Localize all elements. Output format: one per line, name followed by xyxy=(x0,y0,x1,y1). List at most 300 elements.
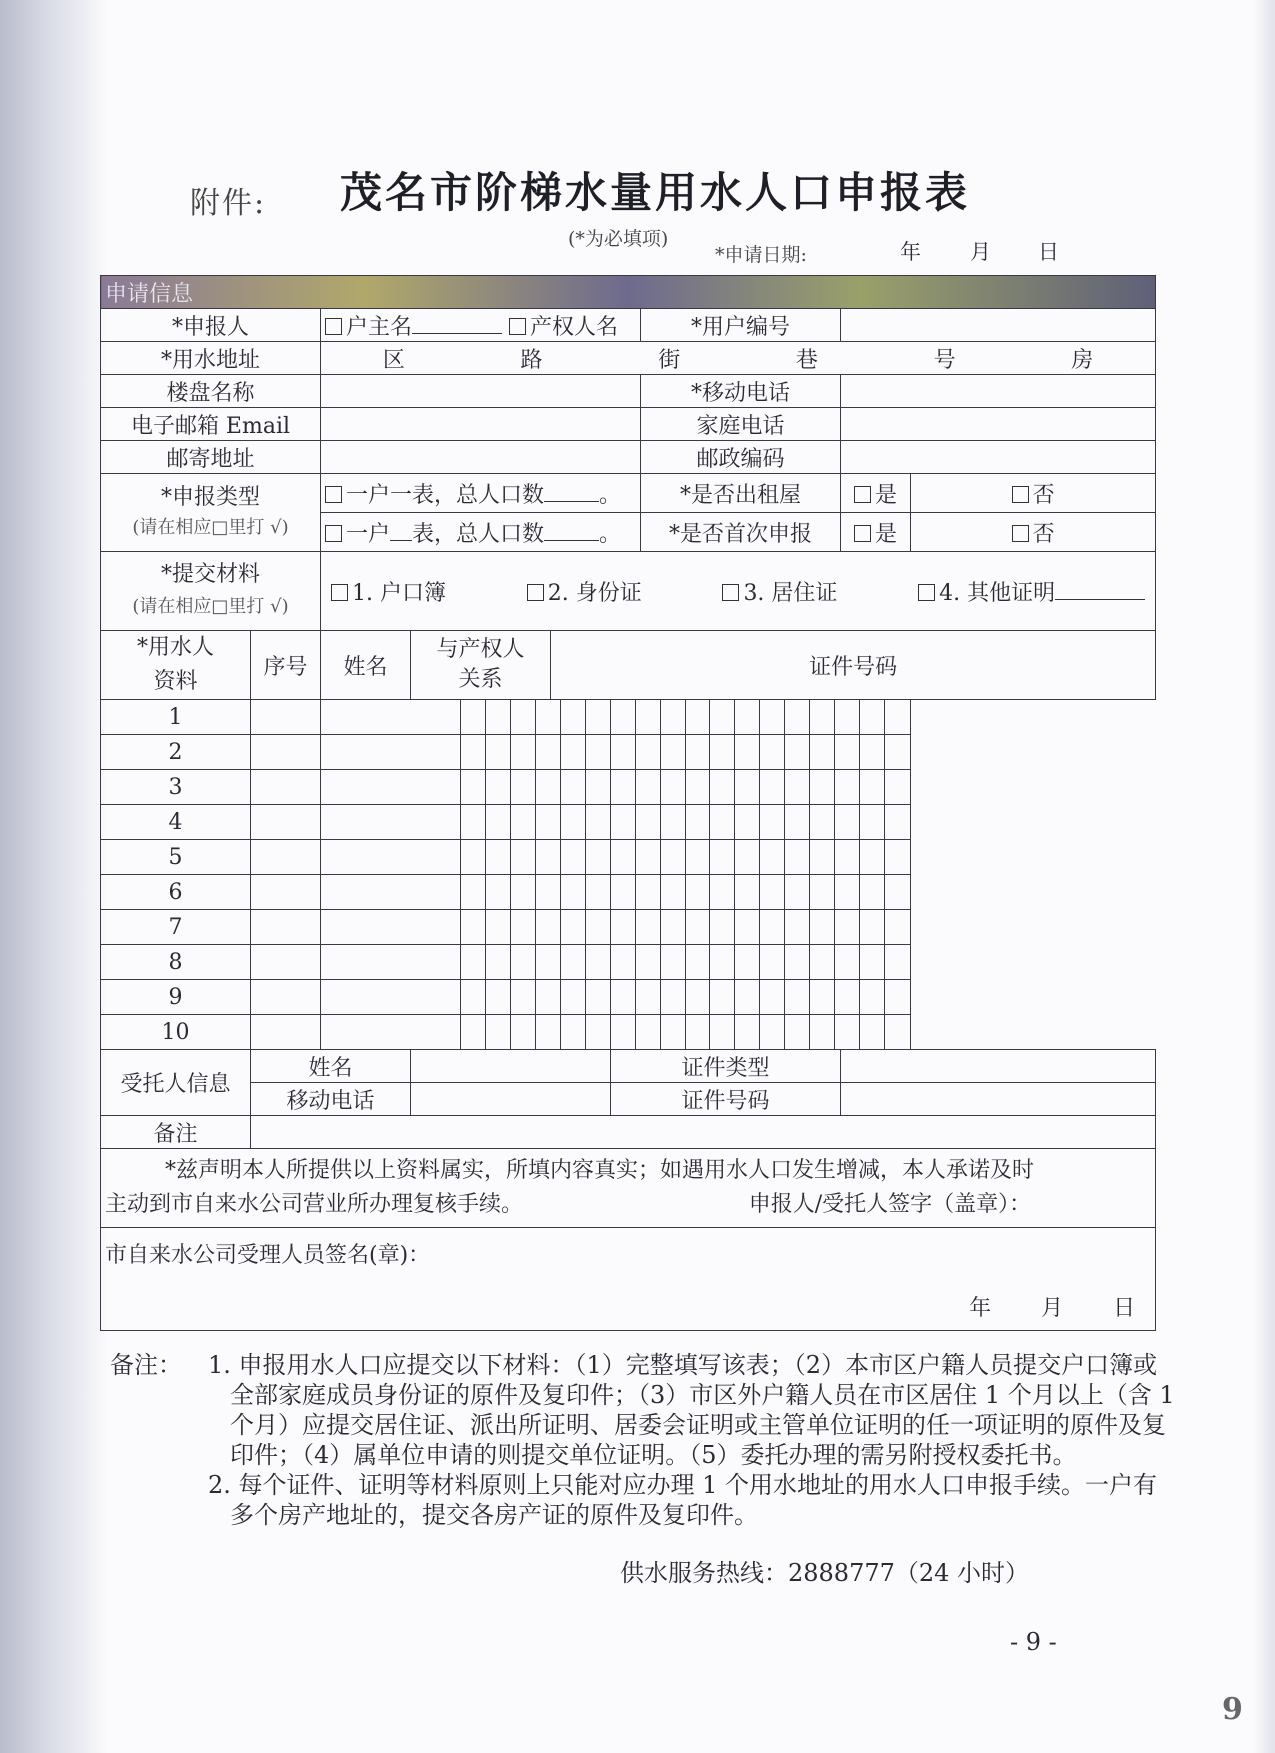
meter-count-line[interactable] xyxy=(390,522,412,541)
id-digit-box[interactable] xyxy=(611,945,636,979)
id-digit-box[interactable] xyxy=(785,1015,810,1049)
id-digit-box[interactable] xyxy=(686,735,711,769)
mobile-field[interactable] xyxy=(841,375,1156,408)
id-digit-box[interactable] xyxy=(611,1015,636,1049)
home-phone-label: 家庭电话 xyxy=(641,408,841,441)
one-meter-checkbox[interactable] xyxy=(325,486,342,503)
id-digit-box[interactable] xyxy=(461,770,486,804)
trustee-mobile-field[interactable] xyxy=(411,1083,611,1116)
id-digit-box[interactable] xyxy=(461,945,486,979)
building-label: 楼盘名称 xyxy=(101,375,321,408)
resident-id-field[interactable] xyxy=(461,805,911,840)
id-digit-box[interactable] xyxy=(536,1015,561,1049)
resident-id-field[interactable] xyxy=(461,770,911,805)
resident-relation-field[interactable] xyxy=(321,875,461,910)
resident-id-field[interactable] xyxy=(461,875,911,910)
rent-yes xyxy=(841,474,911,513)
resident-row xyxy=(101,770,1156,805)
residents-header-row xyxy=(101,631,1156,700)
id-digit-box[interactable] xyxy=(461,840,486,874)
id-digit-box[interactable] xyxy=(810,770,835,804)
id-digit-box[interactable] xyxy=(860,735,885,769)
id-digit-box[interactable] xyxy=(760,980,785,1014)
id-digit-box[interactable] xyxy=(661,980,686,1014)
mail-row xyxy=(101,441,1156,474)
id-digit-box[interactable] xyxy=(536,980,561,1014)
id-digit-box[interactable] xyxy=(561,945,586,979)
resident-name-field[interactable] xyxy=(251,840,321,875)
id-digit-box[interactable] xyxy=(760,770,785,804)
id-digit-box[interactable] xyxy=(561,910,586,944)
attachment-label: 附件: xyxy=(190,186,267,221)
id-digit-box[interactable] xyxy=(561,875,586,909)
resident-relation-field[interactable] xyxy=(321,980,461,1015)
id-digit-box[interactable] xyxy=(586,875,611,909)
id-digit-box[interactable] xyxy=(785,770,810,804)
user-no-field[interactable] xyxy=(841,309,1156,342)
id-digit-box[interactable] xyxy=(735,1015,760,1049)
id-digit-box[interactable] xyxy=(611,805,636,839)
id-digit-box[interactable] xyxy=(636,840,661,874)
materials-hint: (请在相应□里打 √) xyxy=(132,596,289,617)
apply-date-month: 月 xyxy=(970,240,991,264)
address-field[interactable] xyxy=(321,342,1156,375)
mail-address-field[interactable] xyxy=(321,441,641,474)
id-digit-box[interactable] xyxy=(636,945,661,979)
id-digit-box[interactable] xyxy=(561,805,586,839)
id-digit-box[interactable] xyxy=(536,910,561,944)
id-digit-box[interactable] xyxy=(686,700,711,734)
id-digit-box[interactable] xyxy=(885,700,910,734)
resident-row xyxy=(101,910,1156,945)
id-digit-box[interactable] xyxy=(885,910,910,944)
id-digit-box[interactable] xyxy=(636,910,661,944)
id-digit-box[interactable] xyxy=(735,735,760,769)
resident-id-field[interactable] xyxy=(461,910,911,945)
resident-relation-field[interactable] xyxy=(321,945,461,980)
id-digit-box[interactable] xyxy=(686,945,711,979)
applicant-options xyxy=(321,309,641,342)
owner-option-label: 户主名 xyxy=(346,314,413,340)
resident-id-field[interactable] xyxy=(461,735,911,770)
id-digit-box[interactable] xyxy=(686,770,711,804)
id-digit-box[interactable] xyxy=(735,840,760,874)
resident-name-field[interactable] xyxy=(251,735,321,770)
id-digit-box[interactable] xyxy=(486,945,511,979)
id-digit-box[interactable] xyxy=(661,805,686,839)
multi-meter-count-line[interactable] xyxy=(544,522,599,541)
applicant-row xyxy=(101,309,1156,342)
residents-label-line2: 资料 xyxy=(153,669,198,694)
remarks-label: 备注 xyxy=(101,1116,251,1149)
col-header-relation xyxy=(411,631,551,700)
remarks-field[interactable] xyxy=(251,1116,1156,1149)
id-digit-boxes xyxy=(461,1015,910,1049)
id-digit-box[interactable] xyxy=(686,910,711,944)
resident-relation-field[interactable] xyxy=(321,735,461,770)
id-digit-box[interactable] xyxy=(611,735,636,769)
id-digit-box[interactable] xyxy=(710,840,735,874)
id-digit-box[interactable] xyxy=(536,735,561,769)
id-digit-box[interactable] xyxy=(586,805,611,839)
id-digit-box[interactable] xyxy=(810,1015,835,1049)
id-digit-box[interactable] xyxy=(710,910,735,944)
first-yes-checkbox[interactable] xyxy=(854,525,871,542)
id-digit-box[interactable] xyxy=(461,875,486,909)
materials-row xyxy=(101,552,1156,631)
resident-relation-field[interactable] xyxy=(321,700,461,735)
mail-address-label: 邮寄地址 xyxy=(101,441,321,474)
owner-checkbox[interactable] xyxy=(325,318,342,335)
id-digit-box[interactable] xyxy=(636,1015,661,1049)
id-digit-box[interactable] xyxy=(686,875,711,909)
id-digit-box[interactable] xyxy=(511,980,536,1014)
id-digit-boxes xyxy=(461,945,910,979)
id-digit-box[interactable] xyxy=(760,875,785,909)
id-digit-boxes xyxy=(461,770,910,804)
id-digit-box[interactable] xyxy=(636,770,661,804)
id-digit-box[interactable] xyxy=(860,840,885,874)
id-digit-box[interactable] xyxy=(860,875,885,909)
id-digit-box[interactable] xyxy=(461,735,486,769)
id-digit-box[interactable] xyxy=(860,910,885,944)
id-digit-box[interactable] xyxy=(810,980,835,1014)
id-digit-box[interactable] xyxy=(561,770,586,804)
id-digit-box[interactable] xyxy=(486,700,511,734)
id-digit-box[interactable] xyxy=(785,735,810,769)
id-digit-box[interactable] xyxy=(661,875,686,909)
id-digit-box[interactable] xyxy=(785,700,810,734)
id-digit-box[interactable] xyxy=(461,1015,486,1049)
email-row xyxy=(101,408,1156,441)
id-digit-box[interactable] xyxy=(710,770,735,804)
trustee-id-no-label: 证件号码 xyxy=(611,1083,841,1116)
id-digit-box[interactable] xyxy=(461,910,486,944)
rent-yes-checkbox[interactable] xyxy=(854,486,871,503)
id-digit-box[interactable] xyxy=(760,910,785,944)
id-digit-box[interactable] xyxy=(636,700,661,734)
id-digit-box[interactable] xyxy=(885,770,910,804)
id-digit-box[interactable] xyxy=(486,805,511,839)
id-digit-box[interactable] xyxy=(461,980,486,1014)
id-card-checkbox[interactable] xyxy=(527,584,544,601)
id-digit-box[interactable] xyxy=(785,980,810,1014)
id-digit-box[interactable] xyxy=(661,945,686,979)
id-digit-box[interactable] xyxy=(860,805,885,839)
id-digit-box[interactable] xyxy=(586,840,611,874)
id-digit-box[interactable] xyxy=(636,735,661,769)
id-digit-box[interactable] xyxy=(561,700,586,734)
id-digit-box[interactable] xyxy=(885,875,910,909)
id-digit-box[interactable] xyxy=(486,980,511,1014)
resident-name-field[interactable] xyxy=(251,805,321,840)
id-digit-box[interactable] xyxy=(686,805,711,839)
id-digit-box[interactable] xyxy=(735,805,760,839)
id-digit-box[interactable] xyxy=(511,840,536,874)
id-digit-box[interactable] xyxy=(735,700,760,734)
id-digit-box[interactable] xyxy=(611,910,636,944)
other-proof-checkbox[interactable] xyxy=(918,584,935,601)
id-digit-box[interactable] xyxy=(835,980,860,1014)
id-digit-box[interactable] xyxy=(860,1015,885,1049)
id-digit-box[interactable] xyxy=(835,945,860,979)
trustee-id-no-field[interactable] xyxy=(841,1083,1156,1116)
id-digit-box[interactable] xyxy=(760,735,785,769)
id-digit-box[interactable] xyxy=(710,735,735,769)
id-digit-box[interactable] xyxy=(710,805,735,839)
id-digit-box[interactable] xyxy=(586,1015,611,1049)
resident-rows xyxy=(101,700,1156,1050)
address-label: *用水地址 xyxy=(101,342,321,375)
id-digit-box[interactable] xyxy=(636,875,661,909)
id-digit-box[interactable] xyxy=(561,980,586,1014)
home-phone-field[interactable] xyxy=(841,408,1156,441)
id-digit-box[interactable] xyxy=(860,700,885,734)
id-digit-box[interactable] xyxy=(835,735,860,769)
building-field[interactable] xyxy=(321,375,641,408)
staff-date-day: 日 xyxy=(1113,1296,1136,1321)
staff-date-year: 年 xyxy=(969,1296,992,1321)
id-digit-box[interactable] xyxy=(486,1015,511,1049)
id-digit-box[interactable] xyxy=(561,840,586,874)
resident-row-no: 8 xyxy=(101,945,251,980)
id-digit-box[interactable] xyxy=(760,1015,785,1049)
id-digit-box[interactable] xyxy=(686,980,711,1014)
report-type-hint: (请在相应□里打 √) xyxy=(132,516,289,538)
id-digit-box[interactable] xyxy=(661,770,686,804)
id-digit-box[interactable] xyxy=(486,840,511,874)
id-digit-box[interactable] xyxy=(785,840,810,874)
multi-meter-checkbox[interactable] xyxy=(325,525,342,542)
resident-relation-field[interactable] xyxy=(321,805,461,840)
id-digit-box[interactable] xyxy=(511,1015,536,1049)
notes-prefix: 备注： xyxy=(110,1351,182,1379)
id-digit-box[interactable] xyxy=(810,735,835,769)
id-digit-box[interactable] xyxy=(885,980,910,1014)
id-digit-box[interactable] xyxy=(686,1015,711,1049)
id-digit-box[interactable] xyxy=(661,735,686,769)
id-digit-box[interactable] xyxy=(735,910,760,944)
id-digit-box[interactable] xyxy=(885,945,910,979)
id-digit-box[interactable] xyxy=(710,875,735,909)
id-digit-box[interactable] xyxy=(611,770,636,804)
report-type-label: *申报类型 xyxy=(160,484,260,510)
section-bar-label: 申请信息 xyxy=(101,276,1156,309)
resident-row-no: 9 xyxy=(101,980,251,1015)
id-digit-box[interactable] xyxy=(536,840,561,874)
apply-date-day: 日 xyxy=(1038,240,1059,264)
resident-id-field[interactable] xyxy=(461,840,911,875)
id-digit-box[interactable] xyxy=(810,945,835,979)
id-digit-box[interactable] xyxy=(511,700,536,734)
id-digit-box[interactable] xyxy=(661,1015,686,1049)
id-digit-box[interactable] xyxy=(760,805,785,839)
id-digit-box[interactable] xyxy=(835,910,860,944)
resident-relation-field[interactable] xyxy=(321,770,461,805)
id-digit-box[interactable] xyxy=(735,770,760,804)
id-digit-box[interactable] xyxy=(536,875,561,909)
id-digit-box[interactable] xyxy=(511,910,536,944)
id-digit-box[interactable] xyxy=(710,980,735,1014)
id-digit-box[interactable] xyxy=(810,910,835,944)
id-digit-box[interactable] xyxy=(536,805,561,839)
id-digit-box[interactable] xyxy=(511,805,536,839)
id-digit-box[interactable] xyxy=(810,875,835,909)
id-digit-box[interactable] xyxy=(835,875,860,909)
id-digit-box[interactable] xyxy=(735,875,760,909)
page-edge-shadow xyxy=(1253,0,1275,1753)
resident-name-field[interactable] xyxy=(251,770,321,805)
one-meter-option-label: 一户一表，总人口数 xyxy=(346,482,545,508)
id-digit-box[interactable] xyxy=(611,875,636,909)
one-meter-count-line[interactable] xyxy=(544,483,599,502)
id-digit-box[interactable] xyxy=(561,1015,586,1049)
hukou-label: 1. 户口簿 xyxy=(352,580,446,606)
resident-id-field[interactable] xyxy=(461,980,911,1015)
id-digit-box[interactable] xyxy=(586,945,611,979)
id-digit-box[interactable] xyxy=(785,910,810,944)
resident-name-field[interactable] xyxy=(251,700,321,735)
id-digit-box[interactable] xyxy=(661,840,686,874)
id-digit-box[interactable] xyxy=(885,840,910,874)
email-label: 电子邮箱 Email xyxy=(101,408,321,441)
id-digit-box[interactable] xyxy=(810,805,835,839)
apply-date-label: *申请日期: xyxy=(715,244,807,266)
id-digit-box[interactable] xyxy=(810,840,835,874)
rent-no xyxy=(911,474,1156,513)
id-digit-box[interactable] xyxy=(511,735,536,769)
col-header-relation-2: 关系 xyxy=(458,667,503,692)
id-digit-box[interactable] xyxy=(710,945,735,979)
declaration-row xyxy=(101,1149,1156,1228)
id-card-label: 2. 身份证 xyxy=(547,580,642,606)
property-owner-option-label: 产权人名 xyxy=(530,314,619,340)
id-digit-box[interactable] xyxy=(636,980,661,1014)
declaration-text-2: 主动到市自来水公司营业所办理复核手续。 xyxy=(105,1192,524,1217)
id-digit-box[interactable] xyxy=(661,700,686,734)
id-digit-box[interactable] xyxy=(586,735,611,769)
id-digit-box[interactable] xyxy=(885,735,910,769)
other-proof-line[interactable] xyxy=(1055,581,1145,600)
declaration-text-1: *兹声明本人所提供以上资料属实，所填内容真实；如遇用水人口发生增减，本人承诺及时 xyxy=(165,1158,1035,1183)
id-digit-box[interactable] xyxy=(810,700,835,734)
resident-name-field[interactable] xyxy=(251,980,321,1015)
id-digit-box[interactable] xyxy=(735,980,760,1014)
first-no-checkbox[interactable] xyxy=(1012,525,1029,542)
id-digit-box[interactable] xyxy=(561,735,586,769)
resident-row xyxy=(101,805,1156,840)
resident-relation-field[interactable] xyxy=(321,840,461,875)
id-digit-box[interactable] xyxy=(486,735,511,769)
id-digit-box[interactable] xyxy=(461,805,486,839)
id-digit-box[interactable] xyxy=(486,910,511,944)
id-digit-box[interactable] xyxy=(835,770,860,804)
report-type-option-1 xyxy=(321,474,641,513)
id-digit-box[interactable] xyxy=(461,700,486,734)
id-digit-box[interactable] xyxy=(735,945,760,979)
id-digit-box[interactable] xyxy=(536,770,561,804)
resident-row xyxy=(101,980,1156,1015)
id-digit-box[interactable] xyxy=(785,805,810,839)
owner-name-line[interactable] xyxy=(412,315,502,334)
resident-id-field[interactable] xyxy=(461,945,911,980)
first-no-label: 否 xyxy=(1032,521,1055,547)
id-digit-box[interactable] xyxy=(536,700,561,734)
id-digit-box[interactable] xyxy=(536,945,561,979)
trustee-name-field[interactable] xyxy=(411,1050,611,1083)
id-digit-box[interactable] xyxy=(860,770,885,804)
id-digit-box[interactable] xyxy=(885,1015,910,1049)
resident-row xyxy=(101,700,1156,735)
trustee-id-type-field[interactable] xyxy=(841,1050,1156,1083)
property-owner-checkbox[interactable] xyxy=(509,318,526,335)
resident-row xyxy=(101,945,1156,980)
id-digit-box[interactable] xyxy=(586,910,611,944)
hukou-checkbox[interactable] xyxy=(331,584,348,601)
id-digit-box[interactable] xyxy=(611,980,636,1014)
id-digit-box[interactable] xyxy=(511,945,536,979)
resident-name-field[interactable] xyxy=(251,875,321,910)
id-digit-box[interactable] xyxy=(611,840,636,874)
id-digit-box[interactable] xyxy=(710,1015,735,1049)
id-digit-box[interactable] xyxy=(586,770,611,804)
id-digit-box[interactable] xyxy=(785,945,810,979)
id-digit-box[interactable] xyxy=(586,700,611,734)
trustee-row-1 xyxy=(101,1050,1156,1083)
id-digit-box[interactable] xyxy=(760,700,785,734)
first-no xyxy=(911,513,1156,552)
resident-name-field[interactable] xyxy=(251,945,321,980)
id-digit-box[interactable] xyxy=(835,805,860,839)
id-digit-box[interactable] xyxy=(486,770,511,804)
notes-block xyxy=(110,1350,1180,1530)
resident-relation-field[interactable] xyxy=(321,910,461,945)
rent-no-checkbox[interactable] xyxy=(1012,486,1029,503)
id-digit-box[interactable] xyxy=(661,910,686,944)
id-digit-box[interactable] xyxy=(860,945,885,979)
id-digit-box[interactable] xyxy=(835,840,860,874)
resident-row xyxy=(101,875,1156,910)
id-digit-box[interactable] xyxy=(611,700,636,734)
id-digit-box[interactable] xyxy=(760,945,785,979)
id-digit-box[interactable] xyxy=(511,770,536,804)
resident-name-field[interactable] xyxy=(251,1015,321,1050)
declaration-sign-label: 申报人/受托人签字（盖章）： xyxy=(748,1192,1032,1217)
resident-id-field[interactable] xyxy=(461,1015,911,1050)
id-digit-box[interactable] xyxy=(835,1015,860,1049)
postcode-field[interactable] xyxy=(841,441,1156,474)
residence-permit-checkbox[interactable] xyxy=(722,584,739,601)
id-digit-box[interactable] xyxy=(511,875,536,909)
materials-label: *提交材料 xyxy=(160,562,260,587)
resident-id-field[interactable] xyxy=(461,700,911,735)
id-digit-box[interactable] xyxy=(486,875,511,909)
resident-row-no: 7 xyxy=(101,910,251,945)
id-digit-box[interactable] xyxy=(785,875,810,909)
email-field[interactable] xyxy=(321,408,641,441)
id-digit-box[interactable] xyxy=(636,805,661,839)
id-digit-box[interactable] xyxy=(710,700,735,734)
section-bar xyxy=(101,276,1156,309)
id-digit-box[interactable] xyxy=(885,805,910,839)
id-digit-box[interactable] xyxy=(835,700,860,734)
id-digit-box[interactable] xyxy=(686,840,711,874)
resident-name-field[interactable] xyxy=(251,910,321,945)
id-digit-box[interactable] xyxy=(860,980,885,1014)
id-digit-box[interactable] xyxy=(760,840,785,874)
resident-relation-field[interactable] xyxy=(321,1015,461,1050)
id-digit-box[interactable] xyxy=(586,980,611,1014)
